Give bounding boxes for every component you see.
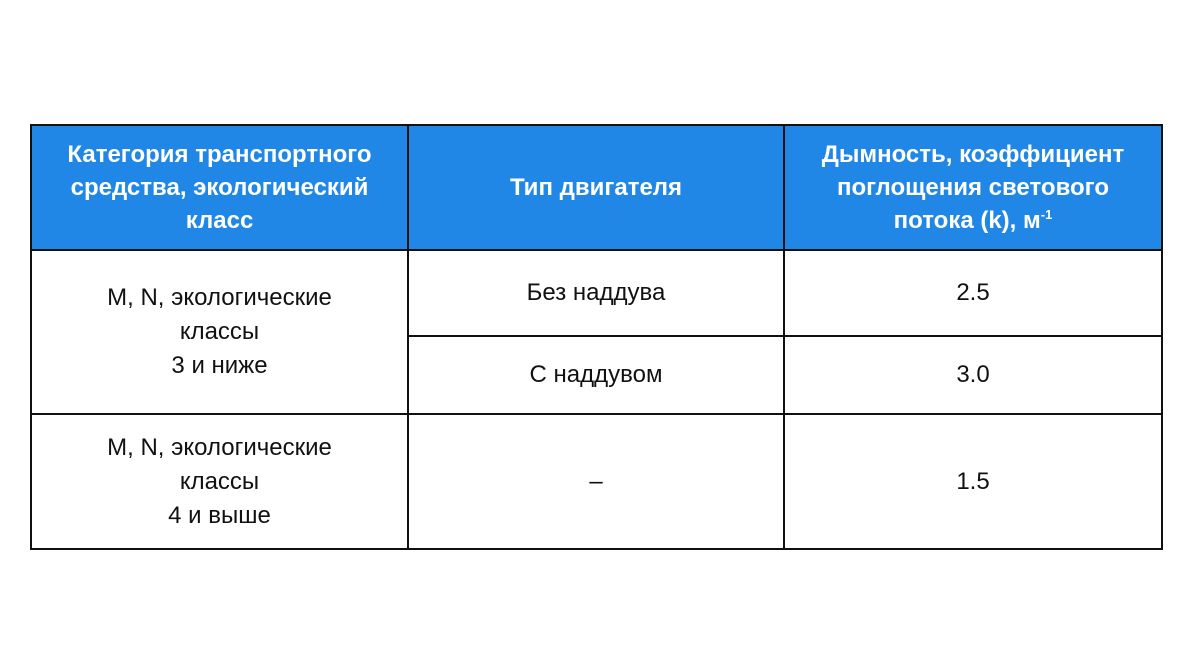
- header-category: [31, 125, 408, 250]
- engine-type-value: С наддувом: [529, 361, 663, 388]
- category-line: классы: [179, 318, 260, 345]
- category-line: 3 и ниже: [171, 352, 268, 379]
- engine-type-cell: [408, 250, 784, 336]
- header-engine-type: [408, 125, 784, 250]
- smoke-value: 1.5: [956, 467, 990, 495]
- header-smoke-line-text: потока (k), м: [893, 207, 1041, 234]
- smoke-cell: [784, 414, 1162, 549]
- engine-type-cell: [408, 414, 784, 549]
- header-engine-type-label: Тип двигателя: [509, 174, 683, 201]
- smoke-value: 3.0: [956, 361, 990, 388]
- header-category-line: средства, экологический: [70, 174, 369, 201]
- header-row: [31, 125, 1162, 250]
- engine-type-value: Без наддува: [526, 279, 666, 306]
- smoke-value: 2.5: [956, 279, 990, 306]
- header-category-line: класс: [185, 207, 254, 234]
- unit-exponent: -1: [1040, 207, 1053, 222]
- header-category-line: Категория транспортного: [67, 141, 372, 168]
- engine-type-cell: [408, 336, 784, 414]
- category-cell: [31, 250, 408, 414]
- header-smoke: [784, 125, 1162, 250]
- category-line: M, N, экологические: [107, 284, 332, 311]
- category-cell: [31, 414, 408, 549]
- engine-type-value: –: [589, 467, 603, 495]
- header-smoke-line: Дымность, коэффициент: [821, 141, 1125, 168]
- smoke-cell: [784, 250, 1162, 336]
- header-smoke-line: поглощения светового: [836, 174, 1109, 201]
- table-row: [31, 414, 1162, 549]
- category-line: классы: [179, 467, 260, 495]
- category-line: 4 и выше: [168, 501, 271, 529]
- table-row: [31, 250, 1162, 336]
- header-smoke-line: [795, 204, 1151, 237]
- smoke-cell: [784, 336, 1162, 414]
- category-line: M, N, экологические: [107, 433, 332, 461]
- smoke-standards-table: [30, 124, 1163, 550]
